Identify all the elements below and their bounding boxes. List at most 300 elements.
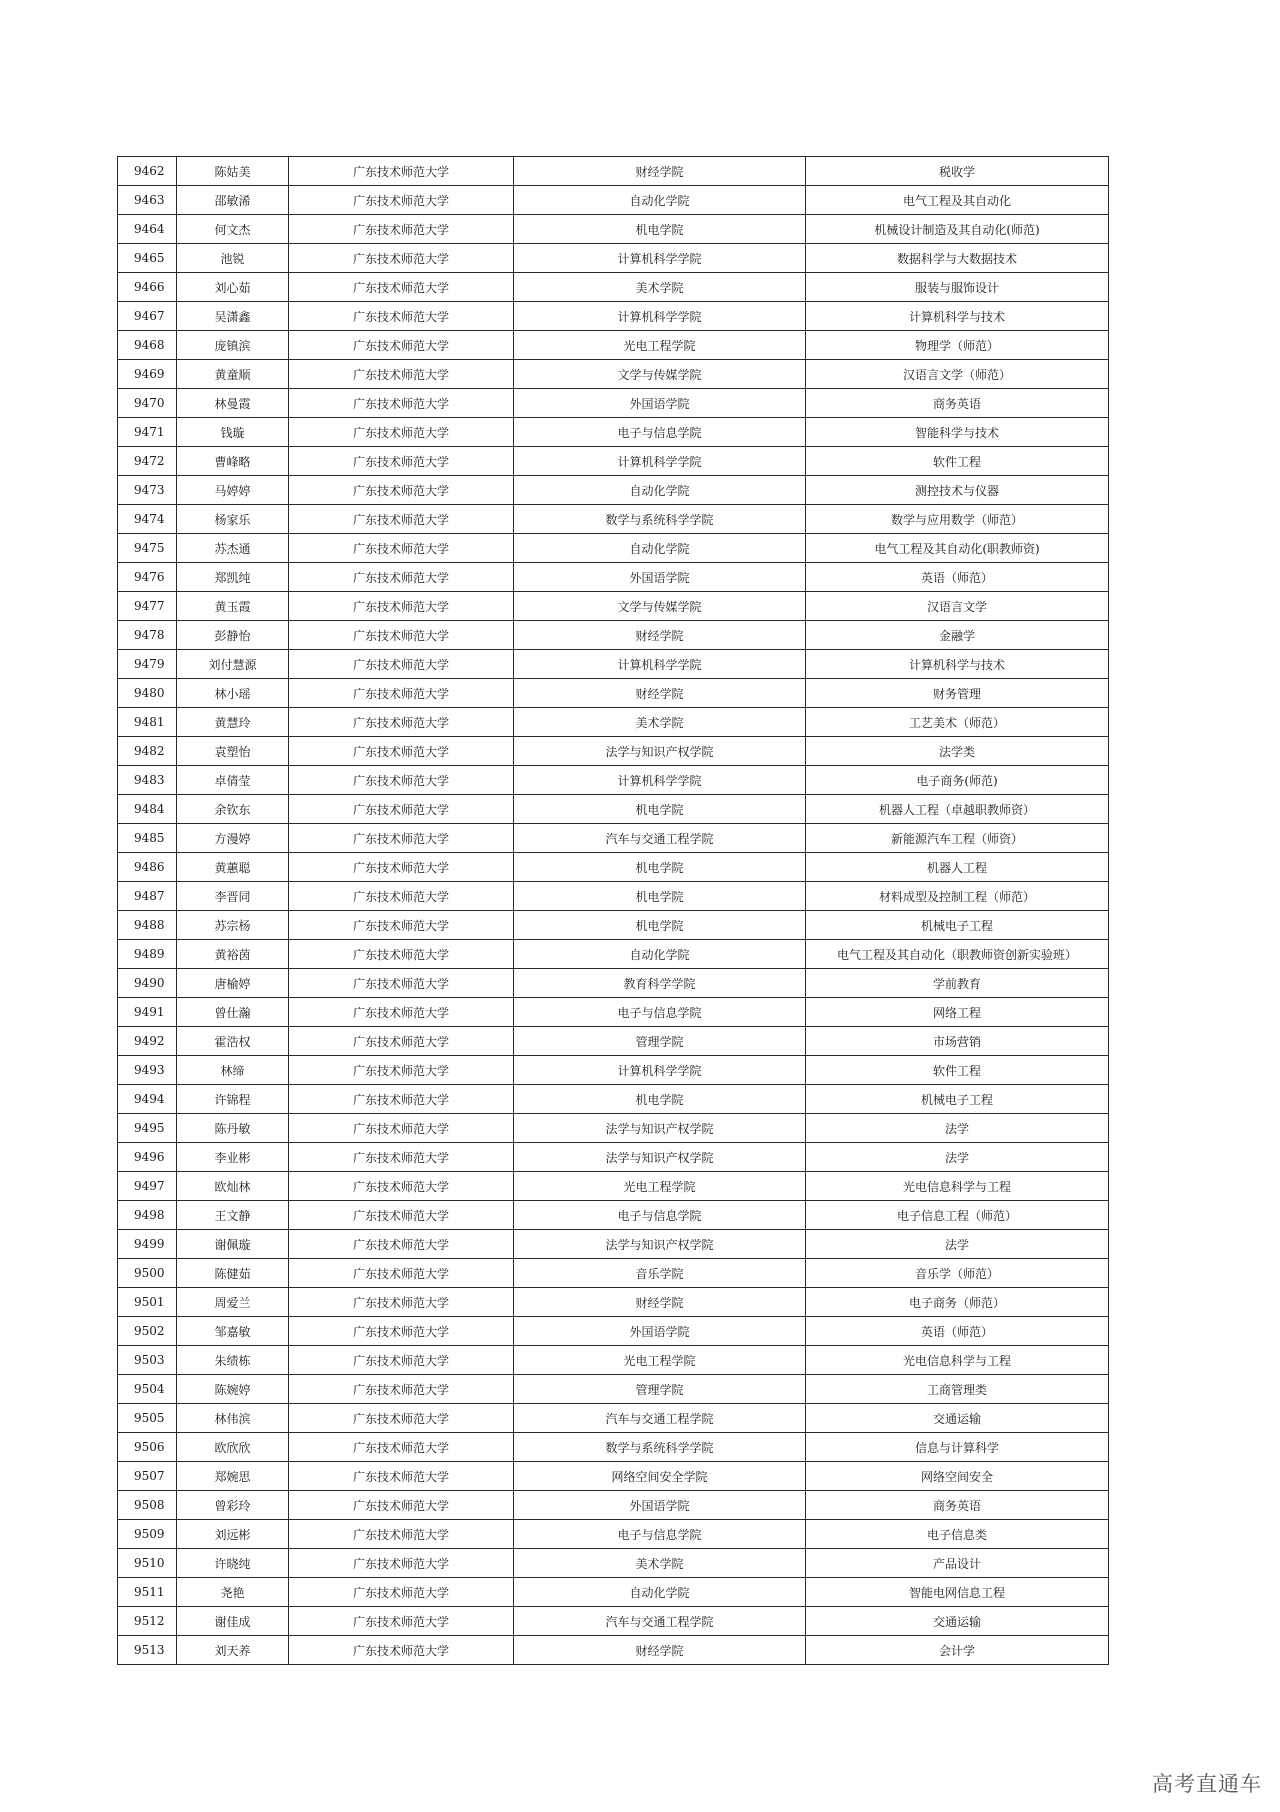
university-cell: 广东技术师范大学	[289, 1607, 514, 1636]
university-cell: 广东技术师范大学	[289, 447, 514, 476]
table-row	[118, 360, 1109, 389]
serial-number-cell: 9491	[118, 998, 177, 1027]
student-name-cell: 陈婉婷	[177, 1375, 289, 1404]
college-cell: 美术学院	[514, 1549, 806, 1578]
table-row	[118, 1636, 1109, 1665]
college-cell: 外国语学院	[514, 1491, 806, 1520]
college-cell: 财经学院	[514, 1288, 806, 1317]
table-row	[118, 215, 1109, 244]
college-cell: 自动化学院	[514, 476, 806, 505]
college-cell: 机电学院	[514, 853, 806, 882]
watermark-text: 高考直通车	[1152, 1772, 1262, 1796]
college-cell: 数学与系统科学学院	[514, 1433, 806, 1462]
college-cell: 法学与知识产权学院	[514, 1230, 806, 1259]
student-name-cell: 苏杰通	[177, 534, 289, 563]
student-name-cell: 余钦东	[177, 795, 289, 824]
serial-number-cell: 9499	[118, 1230, 177, 1259]
table-row	[118, 650, 1109, 679]
student-name-cell: 袁塑怡	[177, 737, 289, 766]
college-cell: 自动化学院	[514, 940, 806, 969]
college-cell: 自动化学院	[514, 186, 806, 215]
serial-number-cell: 9485	[118, 824, 177, 853]
university-cell: 广东技术师范大学	[289, 853, 514, 882]
college-cell: 美术学院	[514, 273, 806, 302]
university-cell: 广东技术师范大学	[289, 360, 514, 389]
student-name-cell: 方漫婷	[177, 824, 289, 853]
table-row	[118, 534, 1109, 563]
college-cell: 自动化学院	[514, 534, 806, 563]
university-cell: 广东技术师范大学	[289, 1491, 514, 1520]
student-name-cell: 许晓纯	[177, 1549, 289, 1578]
table-row	[118, 447, 1109, 476]
student-name-cell: 尧艳	[177, 1578, 289, 1607]
major-cell: 会计学	[806, 1636, 1109, 1665]
table-row	[118, 157, 1109, 186]
major-cell: 计算机科学与技术	[806, 650, 1109, 679]
table-row	[118, 331, 1109, 360]
student-name-cell: 谢佳成	[177, 1607, 289, 1636]
college-cell: 电子与信息学院	[514, 1201, 806, 1230]
university-cell: 广东技术师范大学	[289, 795, 514, 824]
college-cell: 法学与知识产权学院	[514, 737, 806, 766]
major-cell: 法学	[806, 1143, 1109, 1172]
student-name-cell: 许锦程	[177, 1085, 289, 1114]
major-cell: 电子信息工程（师范）	[806, 1201, 1109, 1230]
serial-number-cell: 9478	[118, 621, 177, 650]
major-cell: 电子商务（师范）	[806, 1288, 1109, 1317]
university-cell: 广东技术师范大学	[289, 1375, 514, 1404]
college-cell: 外国语学院	[514, 1317, 806, 1346]
student-name-cell: 陈丹敏	[177, 1114, 289, 1143]
serial-number-cell: 9481	[118, 708, 177, 737]
major-cell: 工艺美术（师范）	[806, 708, 1109, 737]
student-name-cell: 林曼霞	[177, 389, 289, 418]
college-cell: 电子与信息学院	[514, 998, 806, 1027]
serial-number-cell: 9489	[118, 940, 177, 969]
student-name-cell: 黄童顺	[177, 360, 289, 389]
serial-number-cell: 9500	[118, 1259, 177, 1288]
major-cell: 测控技术与仪器	[806, 476, 1109, 505]
serial-number-cell: 9495	[118, 1114, 177, 1143]
college-cell: 法学与知识产权学院	[514, 1114, 806, 1143]
table-row	[118, 621, 1109, 650]
university-cell: 广东技术师范大学	[289, 389, 514, 418]
table-row	[118, 389, 1109, 418]
student-name-cell: 黄裕茵	[177, 940, 289, 969]
student-name-cell: 霍浩权	[177, 1027, 289, 1056]
student-name-cell: 郑婉思	[177, 1462, 289, 1491]
table-row	[118, 1288, 1109, 1317]
student-name-cell: 陈健茹	[177, 1259, 289, 1288]
college-cell: 汽车与交通工程学院	[514, 1607, 806, 1636]
university-cell: 广东技术师范大学	[289, 1085, 514, 1114]
student-name-cell: 谢佩璇	[177, 1230, 289, 1259]
college-cell: 计算机科学学院	[514, 1056, 806, 1085]
serial-number-cell: 9482	[118, 737, 177, 766]
university-cell: 广东技术师范大学	[289, 679, 514, 708]
student-name-cell: 卓倩莹	[177, 766, 289, 795]
university-cell: 广东技术师范大学	[289, 824, 514, 853]
major-cell: 汉语言文学	[806, 592, 1109, 621]
college-cell: 网络空间安全学院	[514, 1462, 806, 1491]
table-row	[118, 1375, 1109, 1404]
college-cell: 汽车与交通工程学院	[514, 824, 806, 853]
student-name-cell: 林小瑶	[177, 679, 289, 708]
student-name-cell: 欧欣欣	[177, 1433, 289, 1462]
serial-number-cell: 9468	[118, 331, 177, 360]
serial-number-cell: 9472	[118, 447, 177, 476]
major-cell: 光电信息科学与工程	[806, 1172, 1109, 1201]
university-cell: 广东技术师范大学	[289, 1172, 514, 1201]
table-row	[118, 1346, 1109, 1375]
college-cell: 计算机科学学院	[514, 650, 806, 679]
table-row	[118, 505, 1109, 534]
major-cell: 财务管理	[806, 679, 1109, 708]
major-cell: 交通运输	[806, 1404, 1109, 1433]
university-cell: 广东技术师范大学	[289, 969, 514, 998]
student-name-cell: 李晋同	[177, 882, 289, 911]
serial-number-cell: 9473	[118, 476, 177, 505]
college-cell: 光电工程学院	[514, 1172, 806, 1201]
university-cell: 广东技术师范大学	[289, 1462, 514, 1491]
university-cell: 广东技术师范大学	[289, 302, 514, 331]
university-cell: 广东技术师范大学	[289, 215, 514, 244]
serial-number-cell: 9487	[118, 882, 177, 911]
student-name-cell: 何文杰	[177, 215, 289, 244]
table-row	[118, 795, 1109, 824]
university-cell: 广东技术师范大学	[289, 1201, 514, 1230]
student-name-cell: 池锐	[177, 244, 289, 273]
college-cell: 电子与信息学院	[514, 418, 806, 447]
table-row	[118, 679, 1109, 708]
table-row	[118, 998, 1109, 1027]
university-cell: 广东技术师范大学	[289, 505, 514, 534]
serial-number-cell: 9486	[118, 853, 177, 882]
college-cell: 光电工程学院	[514, 1346, 806, 1375]
student-name-cell: 庞镇滨	[177, 331, 289, 360]
major-cell: 物理学（师范）	[806, 331, 1109, 360]
college-cell: 计算机科学学院	[514, 244, 806, 273]
student-name-cell: 曹峰略	[177, 447, 289, 476]
major-cell: 英语（师范）	[806, 1317, 1109, 1346]
major-cell: 金融学	[806, 621, 1109, 650]
serial-number-cell: 9474	[118, 505, 177, 534]
table-row	[118, 737, 1109, 766]
university-cell: 广东技术师范大学	[289, 737, 514, 766]
student-name-cell: 王文静	[177, 1201, 289, 1230]
university-cell: 广东技术师范大学	[289, 476, 514, 505]
table-row	[118, 1491, 1109, 1520]
university-cell: 广东技术师范大学	[289, 1520, 514, 1549]
university-cell: 广东技术师范大学	[289, 1114, 514, 1143]
university-cell: 广东技术师范大学	[289, 1259, 514, 1288]
student-name-cell: 黄玉霞	[177, 592, 289, 621]
university-cell: 广东技术师范大学	[289, 1549, 514, 1578]
table-row	[118, 911, 1109, 940]
table-row	[118, 273, 1109, 302]
major-cell: 机器人工程（卓越职教师资）	[806, 795, 1109, 824]
student-name-cell: 马婷婷	[177, 476, 289, 505]
college-cell: 法学与知识产权学院	[514, 1143, 806, 1172]
university-cell: 广东技术师范大学	[289, 882, 514, 911]
major-cell: 交通运输	[806, 1607, 1109, 1636]
university-cell: 广东技术师范大学	[289, 273, 514, 302]
major-cell: 网络空间安全	[806, 1462, 1109, 1491]
major-cell: 数学与应用数学（师范）	[806, 505, 1109, 534]
major-cell: 工商管理类	[806, 1375, 1109, 1404]
student-name-cell: 李业彬	[177, 1143, 289, 1172]
table-row	[118, 1549, 1109, 1578]
college-cell: 财经学院	[514, 1636, 806, 1665]
serial-number-cell: 9488	[118, 911, 177, 940]
university-cell: 广东技术师范大学	[289, 1346, 514, 1375]
university-cell: 广东技术师范大学	[289, 331, 514, 360]
table-row	[118, 1230, 1109, 1259]
serial-number-cell: 9462	[118, 157, 177, 186]
major-cell: 电气工程及其自动化(职教师资)	[806, 534, 1109, 563]
major-cell: 智能科学与技术	[806, 418, 1109, 447]
serial-number-cell: 9510	[118, 1549, 177, 1578]
serial-number-cell: 9466	[118, 273, 177, 302]
college-cell: 管理学院	[514, 1027, 806, 1056]
student-name-cell: 林缔	[177, 1056, 289, 1085]
college-cell: 文学与传媒学院	[514, 360, 806, 389]
serial-number-cell: 9492	[118, 1027, 177, 1056]
university-cell: 广东技术师范大学	[289, 708, 514, 737]
major-cell: 法学	[806, 1230, 1109, 1259]
table-row	[118, 969, 1109, 998]
university-cell: 广东技术师范大学	[289, 563, 514, 592]
university-cell: 广东技术师范大学	[289, 1404, 514, 1433]
major-cell: 材料成型及控制工程（师范）	[806, 882, 1109, 911]
college-cell: 计算机科学学院	[514, 447, 806, 476]
serial-number-cell: 9464	[118, 215, 177, 244]
student-name-cell: 邹嘉敏	[177, 1317, 289, 1346]
student-name-cell: 刘远彬	[177, 1520, 289, 1549]
student-name-cell: 郑凯纯	[177, 563, 289, 592]
university-cell: 广东技术师范大学	[289, 244, 514, 273]
college-cell: 机电学院	[514, 215, 806, 244]
university-cell: 广东技术师范大学	[289, 534, 514, 563]
college-cell: 电子与信息学院	[514, 1520, 806, 1549]
student-name-cell: 彭静怡	[177, 621, 289, 650]
serial-number-cell: 9467	[118, 302, 177, 331]
major-cell: 法学类	[806, 737, 1109, 766]
student-name-cell: 杨家乐	[177, 505, 289, 534]
serial-number-cell: 9471	[118, 418, 177, 447]
serial-number-cell: 9508	[118, 1491, 177, 1520]
table-row	[118, 824, 1109, 853]
university-cell: 广东技术师范大学	[289, 1578, 514, 1607]
student-name-cell: 林伟滨	[177, 1404, 289, 1433]
university-cell: 广东技术师范大学	[289, 766, 514, 795]
table-row	[118, 940, 1109, 969]
table-row	[118, 766, 1109, 795]
major-cell: 电子商务(师范)	[806, 766, 1109, 795]
major-cell: 商务英语	[806, 389, 1109, 418]
college-cell: 美术学院	[514, 708, 806, 737]
table-row	[118, 186, 1109, 215]
university-cell: 广东技术师范大学	[289, 1230, 514, 1259]
major-cell: 电气工程及其自动化（职教师资创新实验班）	[806, 940, 1109, 969]
table-row	[118, 1259, 1109, 1288]
table-body	[118, 157, 1109, 1665]
student-name-cell: 黄蕙聪	[177, 853, 289, 882]
university-cell: 广东技术师范大学	[289, 186, 514, 215]
serial-number-cell: 9497	[118, 1172, 177, 1201]
student-name-cell: 欧灿林	[177, 1172, 289, 1201]
table-row	[118, 1027, 1109, 1056]
table-row	[118, 244, 1109, 273]
major-cell: 音乐学（师范）	[806, 1259, 1109, 1288]
university-cell: 广东技术师范大学	[289, 1433, 514, 1462]
table-row	[118, 1056, 1109, 1085]
major-cell: 机械电子工程	[806, 1085, 1109, 1114]
university-cell: 广东技术师范大学	[289, 1027, 514, 1056]
university-cell: 广东技术师范大学	[289, 621, 514, 650]
university-cell: 广东技术师范大学	[289, 1288, 514, 1317]
college-cell: 汽车与交通工程学院	[514, 1404, 806, 1433]
major-cell: 网络工程	[806, 998, 1109, 1027]
college-cell: 光电工程学院	[514, 331, 806, 360]
major-cell: 机械设计制造及其自动化(师范)	[806, 215, 1109, 244]
serial-number-cell: 9501	[118, 1288, 177, 1317]
major-cell: 智能电网信息工程	[806, 1578, 1109, 1607]
major-cell: 数据科学与大数据技术	[806, 244, 1109, 273]
serial-number-cell: 9513	[118, 1636, 177, 1665]
student-name-cell: 刘天养	[177, 1636, 289, 1665]
university-cell: 广东技术师范大学	[289, 592, 514, 621]
university-cell: 广东技术师范大学	[289, 940, 514, 969]
student-name-cell: 曾彩玲	[177, 1491, 289, 1520]
university-cell: 广东技术师范大学	[289, 1143, 514, 1172]
table-row	[118, 1114, 1109, 1143]
table-row	[118, 1172, 1109, 1201]
major-cell: 光电信息科学与工程	[806, 1346, 1109, 1375]
major-cell: 服装与服饰设计	[806, 273, 1109, 302]
student-name-cell: 黄慧玲	[177, 708, 289, 737]
serial-number-cell: 9469	[118, 360, 177, 389]
major-cell: 电气工程及其自动化	[806, 186, 1109, 215]
student-name-cell: 刘付慧源	[177, 650, 289, 679]
serial-number-cell: 9511	[118, 1578, 177, 1607]
major-cell: 商务英语	[806, 1491, 1109, 1520]
college-cell: 机电学院	[514, 1085, 806, 1114]
table-row	[118, 882, 1109, 911]
college-cell: 机电学院	[514, 882, 806, 911]
serial-number-cell: 9507	[118, 1462, 177, 1491]
university-cell: 广东技术师范大学	[289, 1317, 514, 1346]
college-cell: 财经学院	[514, 157, 806, 186]
table-row	[118, 1578, 1109, 1607]
student-name-cell: 陈姑美	[177, 157, 289, 186]
table-row	[118, 563, 1109, 592]
serial-number-cell: 9479	[118, 650, 177, 679]
major-cell: 法学	[806, 1114, 1109, 1143]
serial-number-cell: 9503	[118, 1346, 177, 1375]
table-row	[118, 1404, 1109, 1433]
serial-number-cell: 9475	[118, 534, 177, 563]
college-cell: 财经学院	[514, 621, 806, 650]
college-cell: 音乐学院	[514, 1259, 806, 1288]
table-row	[118, 1143, 1109, 1172]
serial-number-cell: 9480	[118, 679, 177, 708]
major-cell: 英语（师范）	[806, 563, 1109, 592]
table-row	[118, 853, 1109, 882]
student-name-cell: 朱绩栋	[177, 1346, 289, 1375]
college-cell: 自动化学院	[514, 1578, 806, 1607]
serial-number-cell: 9502	[118, 1317, 177, 1346]
serial-number-cell: 9493	[118, 1056, 177, 1085]
college-cell: 文学与传媒学院	[514, 592, 806, 621]
table-row	[118, 1317, 1109, 1346]
student-name-cell: 曾仕瀚	[177, 998, 289, 1027]
admission-list-table	[117, 156, 1109, 1665]
serial-number-cell: 9463	[118, 186, 177, 215]
serial-number-cell: 9477	[118, 592, 177, 621]
college-cell: 数学与系统科学学院	[514, 505, 806, 534]
serial-number-cell: 9506	[118, 1433, 177, 1462]
serial-number-cell: 9505	[118, 1404, 177, 1433]
major-cell: 税收学	[806, 157, 1109, 186]
major-cell: 汉语言文学（师范）	[806, 360, 1109, 389]
major-cell: 新能源汽车工程（师资）	[806, 824, 1109, 853]
serial-number-cell: 9512	[118, 1607, 177, 1636]
student-name-cell: 钱璇	[177, 418, 289, 447]
table-row	[118, 418, 1109, 447]
college-cell: 外国语学院	[514, 389, 806, 418]
student-name-cell: 吴潇鑫	[177, 302, 289, 331]
student-name-cell: 刘心茹	[177, 273, 289, 302]
college-cell: 机电学院	[514, 911, 806, 940]
serial-number-cell: 9496	[118, 1143, 177, 1172]
major-cell: 市场营销	[806, 1027, 1109, 1056]
serial-number-cell: 9509	[118, 1520, 177, 1549]
college-cell: 教育科学学院	[514, 969, 806, 998]
serial-number-cell: 9476	[118, 563, 177, 592]
university-cell: 广东技术师范大学	[289, 418, 514, 447]
serial-number-cell: 9504	[118, 1375, 177, 1404]
university-cell: 广东技术师范大学	[289, 1056, 514, 1085]
college-cell: 计算机科学学院	[514, 766, 806, 795]
serial-number-cell: 9490	[118, 969, 177, 998]
serial-number-cell: 9483	[118, 766, 177, 795]
student-name-cell: 周爱兰	[177, 1288, 289, 1317]
table-row	[118, 708, 1109, 737]
university-cell: 广东技术师范大学	[289, 911, 514, 940]
major-cell: 电子信息类	[806, 1520, 1109, 1549]
major-cell: 信息与计算科学	[806, 1433, 1109, 1462]
major-cell: 机械电子工程	[806, 911, 1109, 940]
major-cell: 软件工程	[806, 1056, 1109, 1085]
university-cell: 广东技术师范大学	[289, 998, 514, 1027]
table-row	[118, 1085, 1109, 1114]
serial-number-cell: 9470	[118, 389, 177, 418]
college-cell: 管理学院	[514, 1375, 806, 1404]
student-name-cell: 唐榆婷	[177, 969, 289, 998]
college-cell: 机电学院	[514, 795, 806, 824]
university-cell: 广东技术师范大学	[289, 1636, 514, 1665]
student-name-cell: 邵敏浠	[177, 186, 289, 215]
major-cell: 软件工程	[806, 447, 1109, 476]
college-cell: 外国语学院	[514, 563, 806, 592]
table-row	[118, 302, 1109, 331]
college-cell: 计算机科学学院	[514, 302, 806, 331]
major-cell: 计算机科学与技术	[806, 302, 1109, 331]
table-row	[118, 592, 1109, 621]
university-cell: 广东技术师范大学	[289, 650, 514, 679]
table-row	[118, 1462, 1109, 1491]
